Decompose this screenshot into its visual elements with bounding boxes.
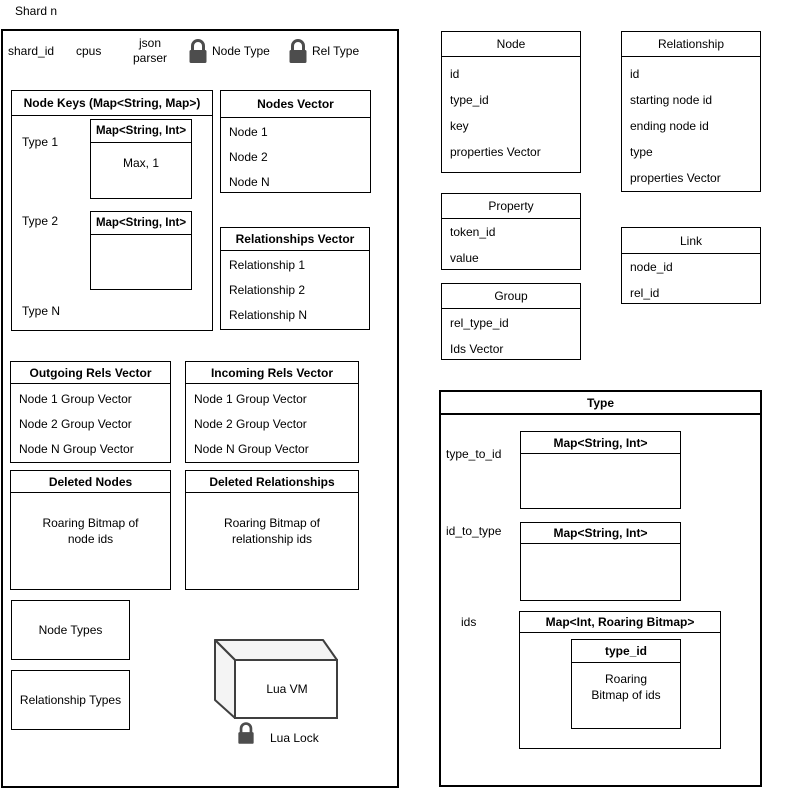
- field: starting node id: [630, 93, 713, 107]
- property-struct-box: [441, 193, 581, 270]
- incoming-rels-box: [185, 361, 359, 463]
- deleted-nodes-header: Deleted Nodes: [11, 471, 170, 493]
- field: type: [630, 145, 653, 159]
- group-struct-header: Group: [442, 284, 580, 309]
- list-item: Relationship 1: [229, 258, 306, 272]
- relationship-struct-fields: [622, 57, 760, 191]
- cpus-label: cpus: [76, 44, 102, 58]
- nodes-vector-box: [220, 90, 371, 193]
- rel-type-lock-icon: [288, 38, 308, 64]
- relationships-vector-box: [220, 227, 370, 330]
- deleted-relationships-body-line-2: relationship ids: [231, 532, 313, 546]
- incoming-rels-header: Incoming Rels Vector: [186, 362, 358, 384]
- group-struct-fields: [442, 309, 580, 362]
- nodes-vector-header: Nodes Vector: [221, 91, 370, 118]
- type-header: Type: [441, 392, 760, 415]
- field: value: [450, 251, 479, 265]
- list-item: Node N Group Vector: [194, 442, 309, 456]
- lua-lock-icon: [237, 721, 255, 745]
- map-1-entry: Max, 1: [122, 156, 159, 170]
- node-struct-fields: [442, 57, 580, 165]
- field: key: [450, 119, 469, 133]
- lua-vm-label: Lua VM: [266, 682, 308, 696]
- field: ending node id: [630, 119, 709, 133]
- node-type-label: Node Type: [212, 44, 270, 58]
- json-parser-line-1: json: [138, 36, 161, 50]
- node-keys-type-n-label: Type N: [22, 304, 61, 318]
- link-struct-fields: [622, 254, 760, 306]
- type-id-box: [571, 639, 681, 729]
- group-struct-box: [441, 283, 581, 360]
- map-string-int-header-a: Map<String, Int>: [521, 432, 680, 454]
- field: id: [450, 67, 460, 81]
- list-item: Node 1 Group Vector: [19, 392, 132, 406]
- field: properties Vector: [630, 171, 721, 185]
- json-parser-label: [126, 36, 174, 66]
- nodes-vector-list: [221, 118, 370, 195]
- map-string-int-box-2: [90, 211, 192, 290]
- field: type_id: [450, 93, 489, 107]
- node-types-box: Node Types: [11, 600, 130, 660]
- field: token_id: [450, 225, 496, 239]
- type-id-body: [572, 663, 680, 703]
- shard-id-label: shard_id: [8, 44, 55, 58]
- map-string-int-box-b: [520, 522, 681, 601]
- type-id-body-line-1: Roaring: [604, 672, 648, 686]
- lua-vm-cube: [213, 638, 339, 722]
- field: id: [630, 67, 640, 81]
- node-type-lock-icon: [188, 38, 208, 64]
- node-struct-header: Node: [442, 32, 580, 57]
- property-struct-fields: [442, 219, 580, 271]
- list-item: Node 2 Group Vector: [19, 417, 132, 431]
- property-struct-header: Property: [442, 194, 580, 219]
- list-item: Node 2: [229, 150, 268, 164]
- list-item: Node 1: [229, 125, 268, 139]
- node-struct-box: [441, 31, 581, 173]
- map-string-int-header-b: Map<String, Int>: [521, 523, 680, 544]
- node-keys-type-2-label: Type 2: [22, 214, 59, 228]
- type-id-body-line-2: Bitmap of ids: [591, 688, 661, 702]
- node-keys-header: Node Keys (Map<String, Map>): [12, 91, 212, 116]
- deleted-relationships-box: [185, 470, 359, 590]
- type-id-header: type_id: [572, 640, 680, 663]
- id-to-type-label: id_to_type: [446, 524, 502, 538]
- list-item: Relationship 2: [229, 283, 306, 297]
- field: properties Vector: [450, 145, 541, 159]
- deleted-nodes-body: [11, 493, 170, 547]
- link-struct-box: [621, 227, 761, 304]
- map-string-int-box-a: [520, 431, 681, 509]
- deleted-relationships-body: [186, 493, 358, 547]
- map-string-int-header-1: Map<String, Int>: [91, 120, 191, 143]
- type-to-id-label: type_to_id: [446, 447, 502, 461]
- relationship-types-box: Relationship Types: [11, 670, 130, 730]
- relationship-struct-header: Relationship: [622, 32, 760, 57]
- deleted-nodes-box: [10, 470, 171, 590]
- relationship-struct-box: [621, 31, 761, 192]
- list-item: Relationship N: [229, 308, 308, 322]
- list-item: Node 2 Group Vector: [194, 417, 307, 431]
- field: node_id: [630, 260, 673, 274]
- field: Ids Vector: [450, 342, 504, 356]
- deleted-nodes-body-line-2: node ids: [67, 532, 114, 546]
- outgoing-rels-box: [10, 361, 171, 463]
- map-string-int-header-2: Map<String, Int>: [91, 212, 191, 235]
- list-item: Node 1 Group Vector: [194, 392, 307, 406]
- lua-lock-label: Lua Lock: [270, 731, 319, 745]
- map-string-int-box-1: [90, 119, 192, 199]
- outgoing-rels-list: [11, 384, 170, 462]
- deleted-relationships-header: Deleted Relationships: [186, 471, 358, 493]
- list-item: Node N: [229, 175, 270, 189]
- node-keys-type-1-label: Type 1: [22, 135, 59, 149]
- field: rel_type_id: [450, 316, 509, 330]
- rel-type-label: Rel Type: [312, 44, 360, 58]
- field: rel_id: [630, 286, 660, 300]
- deleted-nodes-body-line-1: Roaring Bitmap of: [42, 516, 139, 530]
- json-parser-line-2: parser: [132, 51, 167, 65]
- ids-label: ids: [461, 615, 477, 629]
- outgoing-rels-header: Outgoing Rels Vector: [11, 362, 170, 384]
- deleted-relationships-body-line-1: Roaring Bitmap of: [223, 516, 321, 530]
- relationships-vector-header: Relationships Vector: [221, 228, 369, 251]
- link-struct-header: Link: [622, 228, 760, 254]
- relationships-vector-list: [221, 251, 369, 328]
- map-int-roaring-header: Map<Int, Roaring Bitmap>: [520, 612, 720, 633]
- shard-title: Shard n: [15, 4, 58, 18]
- incoming-rels-list: [186, 384, 358, 462]
- list-item: Node N Group Vector: [19, 442, 134, 456]
